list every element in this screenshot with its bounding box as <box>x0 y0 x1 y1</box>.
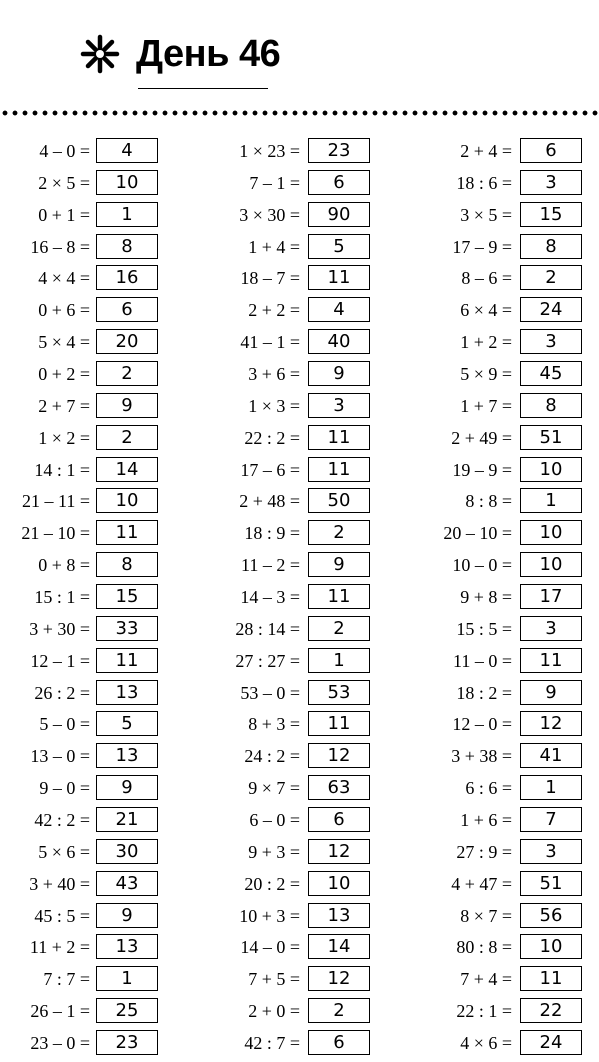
answer-box[interactable]: 11 <box>308 425 370 450</box>
answer-box[interactable]: 4 <box>308 297 370 322</box>
equation-expression: 11 + 2 = <box>29 937 90 958</box>
equation-expression: 7 – 1 = <box>249 172 300 193</box>
answer-box[interactable]: 12 <box>308 839 370 864</box>
equation-row <box>0 552 563 584</box>
answer-box[interactable]: 45 <box>520 361 582 386</box>
equation-row <box>0 488 557 520</box>
answer-box[interactable]: 30 <box>96 839 158 864</box>
equation-expression: 15 : 1 = <box>34 587 90 608</box>
answer-box[interactable]: 9 <box>308 361 370 386</box>
answer-box[interactable]: 40 <box>308 329 370 354</box>
equation-expression: 80 : 8 = <box>456 937 512 958</box>
answer-box[interactable]: 3 <box>520 329 582 354</box>
equation-row <box>0 234 557 266</box>
equation-expression: 19 – 9 = <box>452 459 512 480</box>
answer-box[interactable]: 15 <box>520 202 582 227</box>
answer-box[interactable]: 10 <box>308 871 370 896</box>
answer-box[interactable]: 10 <box>520 934 582 959</box>
answer-box[interactable]: 4 <box>96 138 158 163</box>
answer-box[interactable]: 3 <box>520 839 582 864</box>
answer-box[interactable]: 6 <box>308 807 370 832</box>
equation-expression: 21 – 11 = <box>22 491 90 512</box>
equation-expression: 4 × 4 = <box>38 268 90 289</box>
answer-box[interactable]: 11 <box>520 648 582 673</box>
equation-expression: 45 : 5 = <box>34 905 90 926</box>
answer-box[interactable]: 17 <box>520 584 582 609</box>
equation-expression: 8 – 6 = <box>461 268 512 289</box>
answer-box[interactable]: 5 <box>96 711 158 736</box>
answer-box[interactable]: 13 <box>308 903 370 928</box>
equation-row <box>0 903 563 935</box>
answer-box[interactable]: 20 <box>96 329 158 354</box>
equation-row <box>0 680 557 712</box>
answer-box[interactable]: 22 <box>520 998 582 1023</box>
equation-row <box>0 393 557 425</box>
answer-box[interactable]: 23 <box>308 138 370 163</box>
answer-box[interactable]: 10 <box>520 552 582 577</box>
equation-expression: 1 × 23 = <box>239 141 300 161</box>
equation-expression: 18 : 9 = <box>244 523 300 544</box>
equation-expression: 6 : 6 = <box>465 778 512 799</box>
equation-expression: 4 × 6 = <box>460 1033 512 1054</box>
equation-expression: 20 : 2 = <box>244 873 300 894</box>
equation-expression: 10 – 0 = <box>452 555 512 576</box>
answer-box[interactable]: 1 <box>96 202 158 227</box>
answer-box[interactable]: 11 <box>520 966 582 991</box>
equation-expression: 22 : 1 = <box>456 1001 512 1022</box>
answer-box[interactable]: 9 <box>96 903 158 928</box>
equation-expression: 1 × 2 = <box>38 427 90 448</box>
equation-row <box>0 584 563 616</box>
answer-box[interactable]: 6 <box>520 138 582 163</box>
answer-box[interactable]: 5 <box>308 234 370 259</box>
equation-row <box>0 871 563 903</box>
equation-expression: 1 × 3 = <box>248 395 300 416</box>
equation-expression: 42 : 2 = <box>34 810 90 831</box>
answer-box[interactable]: 6 <box>308 1030 370 1055</box>
answer-box[interactable]: 6 <box>308 170 370 195</box>
answer-box[interactable]: 14 <box>308 934 370 959</box>
equation-expression: 4 – 0 = <box>39 141 90 161</box>
equation-expression: 28 : 14 = <box>235 618 300 639</box>
answer-box[interactable]: 14 <box>96 457 158 482</box>
equation-expression: 2 + 4 = <box>460 141 512 161</box>
equation-expression: 24 : 2 = <box>244 746 300 767</box>
equation-expression: 2 + 2 = <box>248 300 300 321</box>
equation-row <box>0 138 557 170</box>
answer-box[interactable]: 1 <box>520 775 582 800</box>
equation-expression: 5 × 6 = <box>38 841 90 862</box>
equation-expression: 27 : 27 = <box>235 650 300 671</box>
answer-box[interactable]: 51 <box>520 871 582 896</box>
equation-expression: 2 + 7 = <box>38 395 90 416</box>
equation-expression: 3 × 30 = <box>239 204 300 225</box>
equation-expression: 8 + 3 = <box>248 714 300 735</box>
title-underline <box>138 88 268 89</box>
answer-box[interactable]: 13 <box>96 743 158 768</box>
answer-box[interactable]: 7 <box>520 807 582 832</box>
equation-expression: 3 + 40 = <box>29 873 90 894</box>
equation-expression: 18 : 2 = <box>456 682 512 703</box>
equation-row <box>0 934 563 966</box>
answer-box[interactable]: 43 <box>96 871 158 896</box>
equation-expression: 27 : 9 = <box>456 841 512 862</box>
equation-expression: 22 : 2 = <box>244 427 300 448</box>
answer-box[interactable]: 16 <box>96 265 158 290</box>
answer-box[interactable]: 63 <box>308 775 370 800</box>
answer-box[interactable]: 12 <box>308 743 370 768</box>
answer-box[interactable]: 56 <box>520 903 582 928</box>
answer-box[interactable]: 10 <box>96 488 158 513</box>
answer-box[interactable]: 1 <box>520 488 582 513</box>
equation-expression: 1 + 7 = <box>460 395 512 416</box>
equation-expression: 6 × 4 = <box>460 300 512 321</box>
equation-expression: 14 : 1 = <box>34 459 90 480</box>
answer-box[interactable]: 1 <box>96 966 158 991</box>
equation-expression: 2 × 5 = <box>38 172 90 193</box>
equation-expression: 9 × 7 = <box>248 778 300 799</box>
equation-expression: 3 × 5 = <box>460 204 512 225</box>
answer-box[interactable]: 2 <box>520 265 582 290</box>
equation-row <box>0 711 563 743</box>
answer-box[interactable]: 2 <box>96 425 158 450</box>
equation-expression: 26 : 2 = <box>34 682 90 703</box>
equation-expression: 7 + 5 = <box>248 969 300 990</box>
answer-box[interactable]: 9 <box>520 680 582 705</box>
equation-expression: 18 – 7 = <box>240 268 300 289</box>
answer-box[interactable]: 24 <box>520 297 582 322</box>
equation-expression: 5 – 0 = <box>39 714 90 735</box>
answer-box[interactable]: 24 <box>520 1030 582 1055</box>
equation-expression: 7 + 4 = <box>460 969 512 990</box>
snowflake-asterisk-icon <box>80 34 120 74</box>
equation-expression: 6 – 0 = <box>249 810 300 831</box>
equation-expression: 3 + 38 = <box>451 746 512 767</box>
equation-row <box>0 202 563 234</box>
equation-row <box>0 361 563 393</box>
answer-box[interactable]: 51 <box>520 425 582 450</box>
answer-box[interactable]: 12 <box>520 711 582 736</box>
equation-row <box>0 1030 563 1062</box>
equation-row <box>0 457 563 489</box>
answer-box[interactable]: 2 <box>308 616 370 641</box>
answer-box[interactable]: 9 <box>96 393 158 418</box>
equation-expression: 16 – 8 = <box>30 236 90 257</box>
equation-row <box>0 743 563 775</box>
equation-expression: 14 – 3 = <box>240 587 300 608</box>
equation-expression: 42 : 7 = <box>244 1033 300 1054</box>
equation-expression: 5 × 4 = <box>38 332 90 353</box>
answer-box[interactable]: 6 <box>96 297 158 322</box>
equation-expression: 2 + 48 = <box>239 491 300 512</box>
equation-expression: 2 + 49 = <box>451 427 512 448</box>
answer-box[interactable]: 11 <box>96 520 158 545</box>
equation-expression: 26 – 1 = <box>30 1001 90 1022</box>
equation-expression: 10 + 3 = <box>239 905 300 926</box>
answer-box[interactable]: 12 <box>308 966 370 991</box>
answer-box[interactable]: 33 <box>96 616 158 641</box>
equation-row <box>0 616 557 648</box>
equation-expression: 1 + 4 = <box>248 236 300 257</box>
answer-box[interactable]: 11 <box>308 457 370 482</box>
equation-expression: 0 + 8 = <box>38 555 90 576</box>
answer-box[interactable]: 11 <box>96 648 158 673</box>
page-title: День 46 <box>136 33 281 75</box>
equation-expression: 8 × 7 = <box>460 905 512 926</box>
answer-box[interactable]: 11 <box>308 584 370 609</box>
equation-expression: 1 + 6 = <box>460 810 512 831</box>
equation-expression: 1 + 2 = <box>460 332 512 353</box>
answer-box[interactable]: 9 <box>96 775 158 800</box>
answer-box[interactable]: 9 <box>308 552 370 577</box>
equation-row <box>0 265 557 297</box>
equation-row <box>0 966 563 998</box>
answer-box[interactable]: 23 <box>96 1030 158 1055</box>
equation-expression: 4 + 47 = <box>451 873 512 894</box>
answer-box[interactable]: 8 <box>96 234 158 259</box>
equation-expression: 15 : 5 = <box>456 618 512 639</box>
equation-expression: 3 + 6 = <box>248 364 300 385</box>
equation-expression: 9 – 0 = <box>39 778 90 799</box>
answer-box[interactable]: 50 <box>308 488 370 513</box>
answer-box[interactable]: 10 <box>520 520 582 545</box>
equation-expression: 9 + 3 = <box>248 841 300 862</box>
equation-expression: 18 : 6 = <box>456 172 512 193</box>
equation-expression: 17 – 9 = <box>452 236 512 257</box>
equation-expression: 11 – 2 = <box>241 555 300 576</box>
equation-expression: 17 – 6 = <box>240 459 300 480</box>
equation-row <box>0 648 563 680</box>
equation-row <box>0 425 563 457</box>
answer-box[interactable]: 41 <box>520 743 582 768</box>
equation-row <box>0 807 557 839</box>
equation-expression: 0 + 1 = <box>38 204 90 225</box>
answer-box[interactable]: 10 <box>520 457 582 482</box>
answer-box[interactable]: 15 <box>96 584 158 609</box>
column-3 <box>0 138 563 1062</box>
equation-expression: 13 – 0 = <box>30 746 90 767</box>
equation-expression: 5 × 9 = <box>460 364 512 385</box>
equation-expression: 7 : 7 = <box>43 969 90 990</box>
answer-box[interactable]: 25 <box>96 998 158 1023</box>
equation-expression: 3 + 30 = <box>29 618 90 639</box>
equation-expression: 0 + 2 = <box>38 364 90 385</box>
answer-box[interactable]: 13 <box>96 934 158 959</box>
page-header <box>0 0 599 120</box>
equation-expression: 8 : 8 = <box>465 491 512 512</box>
equation-expression: 9 + 8 = <box>460 587 512 608</box>
equation-row <box>0 775 557 807</box>
equation-row <box>0 170 557 202</box>
equation-expression: 53 – 0 = <box>240 682 300 703</box>
answer-box[interactable]: 2 <box>96 361 158 386</box>
dotted-divider <box>0 110 599 116</box>
answer-box[interactable]: 53 <box>308 680 370 705</box>
answer-box[interactable]: 90 <box>308 202 370 227</box>
answer-box[interactable]: 3 <box>520 170 582 195</box>
equation-row <box>0 998 563 1030</box>
answer-box[interactable]: 13 <box>96 680 158 705</box>
answer-box[interactable]: 10 <box>96 170 158 195</box>
equation-row <box>0 520 563 552</box>
answer-box[interactable]: 2 <box>308 520 370 545</box>
answer-box[interactable]: 8 <box>520 393 582 418</box>
equation-expression: 21 – 10 = <box>21 523 90 544</box>
answer-box[interactable]: 8 <box>520 234 582 259</box>
equation-expression: 41 – 1 = <box>240 332 300 353</box>
answer-box[interactable]: 2 <box>308 998 370 1023</box>
equation-row <box>0 839 557 871</box>
equation-expression: 23 – 0 = <box>30 1033 90 1054</box>
equation-expression: 14 – 0 = <box>240 937 300 958</box>
answer-box[interactable]: 11 <box>308 265 370 290</box>
answer-box[interactable]: 21 <box>96 807 158 832</box>
equation-expression: 2 + 0 = <box>248 1001 300 1022</box>
answer-box[interactable]: 3 <box>308 393 370 418</box>
answer-box[interactable]: 8 <box>96 552 158 577</box>
equation-expression: 11 – 0 = <box>453 650 512 671</box>
answer-box[interactable]: 11 <box>308 711 370 736</box>
equation-row <box>0 329 557 361</box>
equation-expression: 12 – 0 = <box>452 714 512 735</box>
equation-expression: 0 + 6 = <box>38 300 90 321</box>
answer-box[interactable]: 1 <box>308 648 370 673</box>
answer-box[interactable]: 3 <box>520 616 582 641</box>
equation-expression: 20 – 10 = <box>443 523 512 544</box>
equation-expression: 12 – 1 = <box>30 650 90 671</box>
equation-row <box>0 297 563 329</box>
